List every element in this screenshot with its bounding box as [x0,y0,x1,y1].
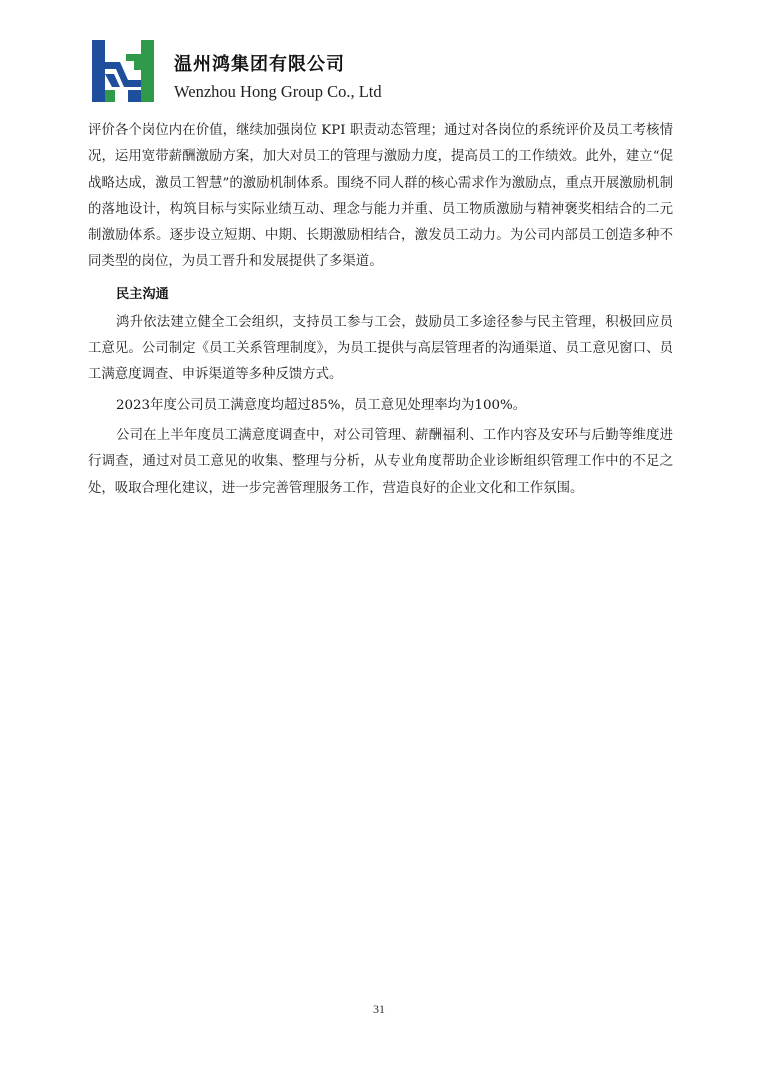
document-body [88,118,673,506]
body-paragraph: 公司在上半年度员工满意度调查中，对公司管理、薪酬福利、工作内容及安环与后勤等维度进行调查，通过对员工意见的收集、整理与分析，从专业角度帮助企业诊断组织管理工作中的不足之处，吸取合理化建议，进一步完善管理服务工作，营造良好的企业文化和工作氛围。 [88,427,673,496]
page-number: 31 [373,1002,385,1016]
body-paragraph: 2023年度公司员工满意度均超过85%，员工意见处理率均为100%。 [116,397,527,413]
company-name-en: Wenzhou Hong Group Co., Ltd [174,82,382,101]
body-paragraph: 评价各个岗位内在价值，继续加强岗位 KPI 职责动态管理；通过对各岗位的系统评价及员工考核情况，运用宽带薪酬激励方案，加大对员工的管理与激励力度，提高员工的工作绩效。此外，建立“促战略达成，激员工智慧”的激励机制体系。围绕不同人群的核心需求作为激励点，重点开展激励机制的落地设计，构筑目标与实际业绩互动、理念与能力并重、员工物质激励与精神褒奖相结合的二元制激励体系。逐步设立短期、中期、长期激励相结合，激发员工动力。为公司内部员工创造多种不同类型的岗位，为员工晋升和发展提供了多渠道。 [88,123,673,270]
section-heading: 民主沟通 [116,286,169,302]
body-paragraph: 鸿升依法建立健全工会组织，支持员工参与工会，鼓励员工多途径参与民主管理，积极回应员工意见。公司制定《员工关系管理制度》，为员工提供与高层管理者的沟通渠道、员工意见窗口、员工满意度调查、申诉渠道等多种反馈方式。 [88,314,673,383]
company-name-cn: 温州鸿集团有限公司 [174,54,345,75]
hong-group-logo-icon [92,40,154,102]
page-header [92,40,512,104]
